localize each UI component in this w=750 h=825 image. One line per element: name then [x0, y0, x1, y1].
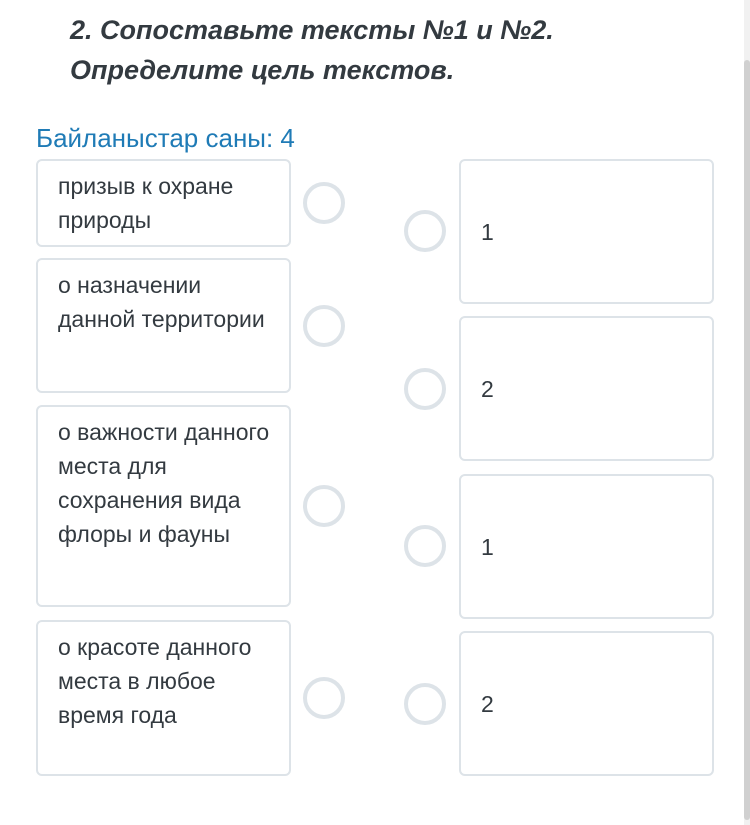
left-card-text: о важности данного места для сохранения вида флоры и фауны: [58, 419, 270, 547]
question-title: 2. Сопоставьте тексты №1 и №2. Определите цель текстов.: [70, 15, 554, 85]
right-connector-3[interactable]: [404, 525, 446, 567]
left-card-text: о назначении данной территории: [58, 272, 265, 332]
right-connector-1[interactable]: [404, 210, 446, 252]
right-connector-2[interactable]: [404, 368, 446, 410]
left-connector-4[interactable]: [303, 677, 345, 719]
right-card-text: 2: [481, 690, 494, 717]
left-connector-1[interactable]: [303, 182, 345, 224]
left-card-1[interactable]: [36, 159, 291, 247]
left-card-3[interactable]: [36, 405, 291, 607]
right-card-text: 1: [481, 218, 494, 245]
right-card-2[interactable]: [459, 316, 714, 461]
right-card-text: 1: [481, 533, 494, 560]
left-card-2[interactable]: [36, 258, 291, 393]
left-connector-2[interactable]: [303, 305, 345, 347]
left-card-text: о красоте данного места в любое время года: [58, 634, 252, 728]
right-card-4[interactable]: [459, 631, 714, 776]
right-connector-4[interactable]: [404, 683, 446, 725]
right-card-1[interactable]: [459, 159, 714, 304]
scrollbar[interactable]: [744, 0, 750, 825]
right-card-3[interactable]: [459, 474, 714, 619]
left-card-4[interactable]: [36, 620, 291, 776]
left-card-text: призыв к охране природы: [58, 173, 234, 233]
connections-count: Байланыстар саны: 4: [36, 123, 295, 153]
right-card-text: 2: [481, 375, 494, 402]
scrollbar-thumb[interactable]: [744, 60, 750, 820]
left-connector-3[interactable]: [303, 485, 345, 527]
